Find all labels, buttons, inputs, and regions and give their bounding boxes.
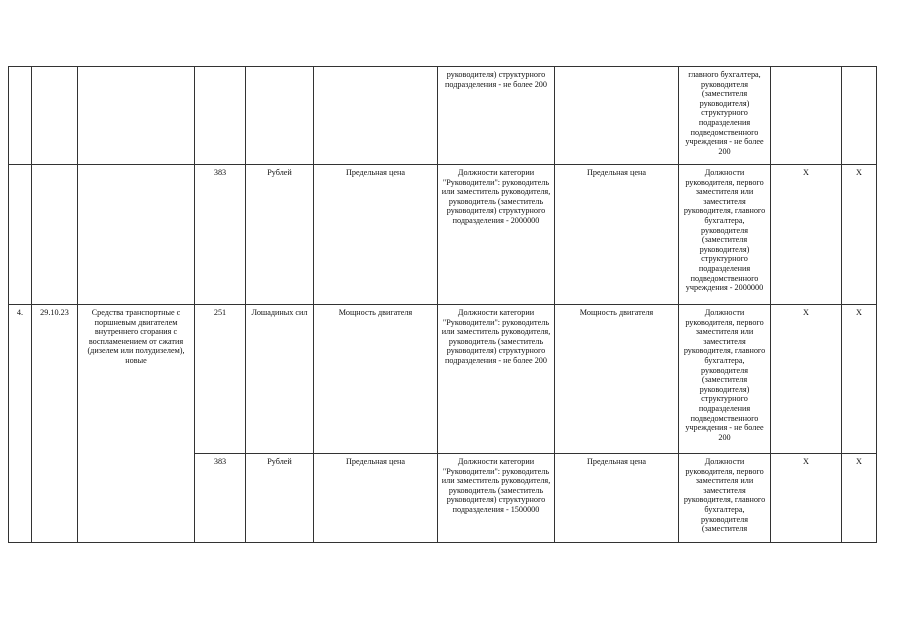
cell-unit: Рублей: [246, 454, 314, 543]
cell-x1: X: [771, 305, 842, 454]
cell-code: 29.10.23: [32, 305, 78, 543]
cell-characteristic: Предельная цена: [314, 165, 438, 305]
cell-code: [32, 67, 78, 165]
cell-characteristic2: Мощность двигателя: [555, 305, 679, 454]
cell-name: [78, 67, 195, 165]
cell-positions2: Должности руководителя, первого заместителя или заместителя руководителя, главного бухгалтера, руководителя (заместителя руководителя) структурного подразделения подведомственного учреждения - 2000000: [679, 165, 771, 305]
cell-x2: X: [842, 454, 877, 543]
table-row: [9, 305, 877, 454]
table-row: [9, 165, 877, 305]
cell-num: 4.: [9, 305, 32, 543]
cell-positions2: Должности руководителя, первого заместителя или заместителя руководителя, главного бухгалтера, руководителя (заместителя: [679, 454, 771, 543]
cell-unit: Рублей: [246, 165, 314, 305]
cell-characteristic2: Предельная цена: [555, 454, 679, 543]
cell-okei: 251: [195, 305, 246, 454]
requirements-table: [8, 66, 877, 543]
cell-positions: Должности категории "Руководители": руководитель или заместитель руководителя, руководитель (заместитель руководителя) структурного подразделения - не более 200: [438, 305, 555, 454]
cell-name: Средства транспортные с поршневым двигателем внутреннего сгорания с воспламенением от сжатия (дизелем или полудизелем), новые: [78, 305, 195, 543]
cell-x2: X: [842, 305, 877, 454]
cell-unit: Лошадиных сил: [246, 305, 314, 454]
cell-okei: [195, 67, 246, 165]
cell-positions2: Должности руководителя, первого заместителя или заместителя руководителя, главного бухгалтера, руководителя (заместителя руководителя) структурного подразделения подведомственного учреждения - не более 200: [679, 305, 771, 454]
cell-characteristic: Предельная цена: [314, 454, 438, 543]
cell-name: [78, 165, 195, 305]
cell-okei: 383: [195, 165, 246, 305]
cell-characteristic2: Предельная цена: [555, 165, 679, 305]
cell-num: [9, 165, 32, 305]
cell-x1: X: [771, 165, 842, 305]
cell-code: [32, 165, 78, 305]
cell-x2: [842, 67, 877, 165]
cell-text: главного бухгалтера, руководителя (заместителя руководителя) структурного подразделения подведомственного учреждения - не более 200: [685, 70, 764, 156]
cell-characteristic2: [555, 67, 679, 165]
cell-okei: 383: [195, 454, 246, 543]
cell-characteristic: [314, 67, 438, 165]
cell-positions2: [679, 67, 771, 165]
cell-positions: Должности категории "Руководители": руководитель или заместитель руководителя, руководитель (заместитель руководителя) структурного подразделения - 1500000: [438, 454, 555, 543]
cell-characteristic: Мощность двигателя: [314, 305, 438, 454]
cell-x1: X: [771, 454, 842, 543]
cell-x2: X: [842, 165, 877, 305]
cell-x1: [771, 67, 842, 165]
table-row: [9, 67, 877, 165]
cell-positions: [438, 67, 555, 165]
cell-positions: Должности категории "Руководители": руководитель или заместитель руководителя, руководитель (заместитель руководителя) структурного подразделения - 2000000: [438, 165, 555, 305]
cell-num: [9, 67, 32, 165]
cell-unit: [246, 67, 314, 165]
cell-text: руководителя) структурного подразделения - не более 200: [445, 70, 547, 89]
